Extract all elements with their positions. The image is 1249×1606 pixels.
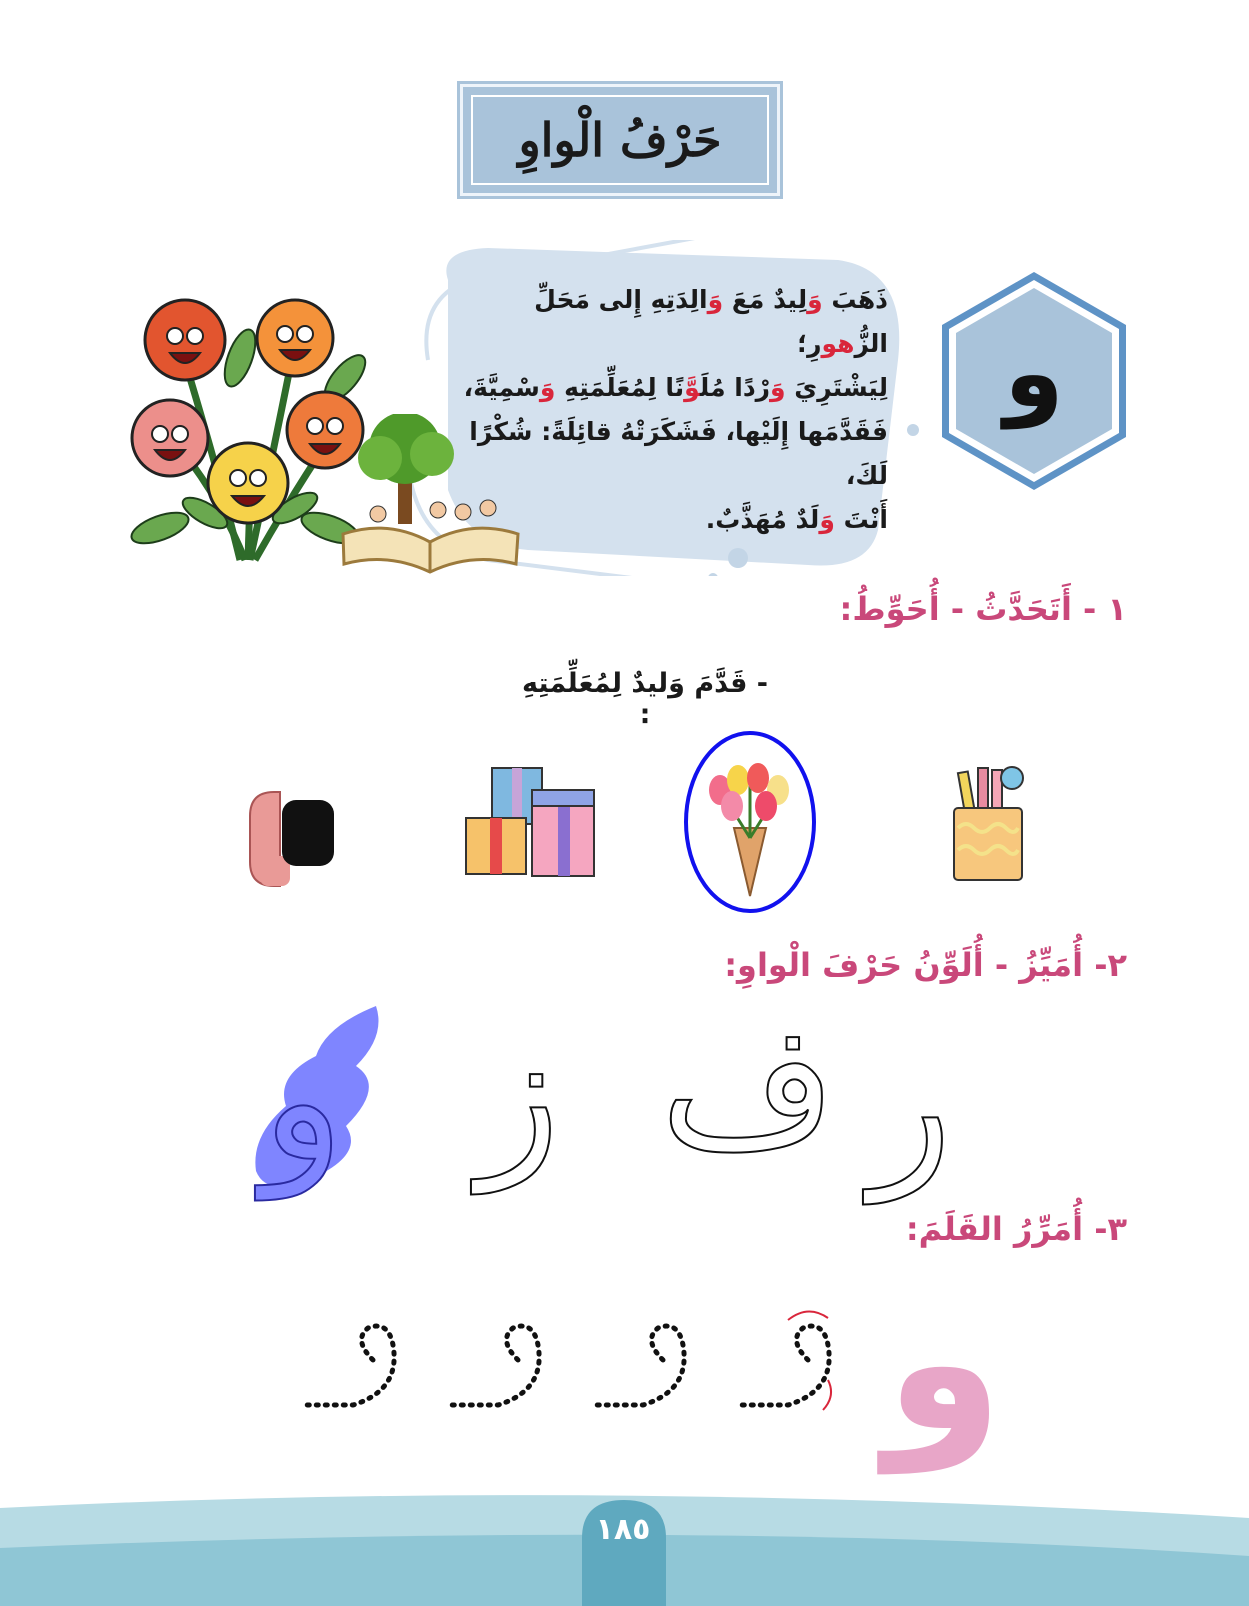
trace-guide-2 [593,1326,684,1405]
story-line-4: أَنْتَ وَلَدٌ مُهَذَّبٌ. [705,505,888,534]
gift-boxes-icon[interactable] [462,762,600,882]
tulip-bouquet-icon [709,763,789,896]
section-2-heading: ٢- أُمَيِّزُ - أُلَوِّنُ حَرْفَ الْواوِ: [724,946,1127,984]
page-title: حَرْفُ الْواوِ [518,113,722,167]
tracing-row[interactable] [288,1300,848,1440]
story-line-2: لِيَشْتَرِيَ وَرْدًا مُلَوَّنًا لِمُعَلِّمَتِهِ وَسْمِيَّةَ، [463,373,888,402]
trace-guide-4 [303,1326,394,1405]
smartwatch-icon[interactable] [240,786,340,892]
tulip-bouquet-option[interactable] [680,728,820,916]
letter-ra[interactable]: ر [870,1006,953,1204]
pencil-cup-icon[interactable] [948,766,1028,884]
trace-guide-3 [448,1326,539,1405]
trace-guide-1 [738,1326,829,1405]
page-number: ١٨٥ [595,1512,651,1547]
featured-letter: و [1004,317,1064,429]
letter-fa[interactable]: ف [660,988,837,1186]
trace-model-letter: و [885,1252,1004,1473]
story-line-1: ذَهَبَ وَلِيدٌ مَعَ وَالِدَتِهِ إِلى مَحَلِّ الزُّهورِ؛ [534,285,888,358]
letter-waw-colored[interactable]: و [262,1002,345,1200]
letter-zay[interactable]: ز [478,996,561,1194]
section-3-heading: ٣- أُمَرِّرُ القَلَمَ: [905,1210,1127,1248]
question-text: - قَدَّمَ وَليدٌ لِمُعَلِّمَتِهِ : [521,668,768,730]
open-book-illustration [338,414,522,574]
section-1-heading: ١ - أَتَحَدَّثُ - أُحَوِّطُ: [839,590,1127,628]
title-box [460,84,780,196]
story-line-3: فَقَدَّمَها إِلَيْها، فَشَكَرَتْهُ قائِلَةً: شُكْرًا لَكَ، [469,417,888,490]
